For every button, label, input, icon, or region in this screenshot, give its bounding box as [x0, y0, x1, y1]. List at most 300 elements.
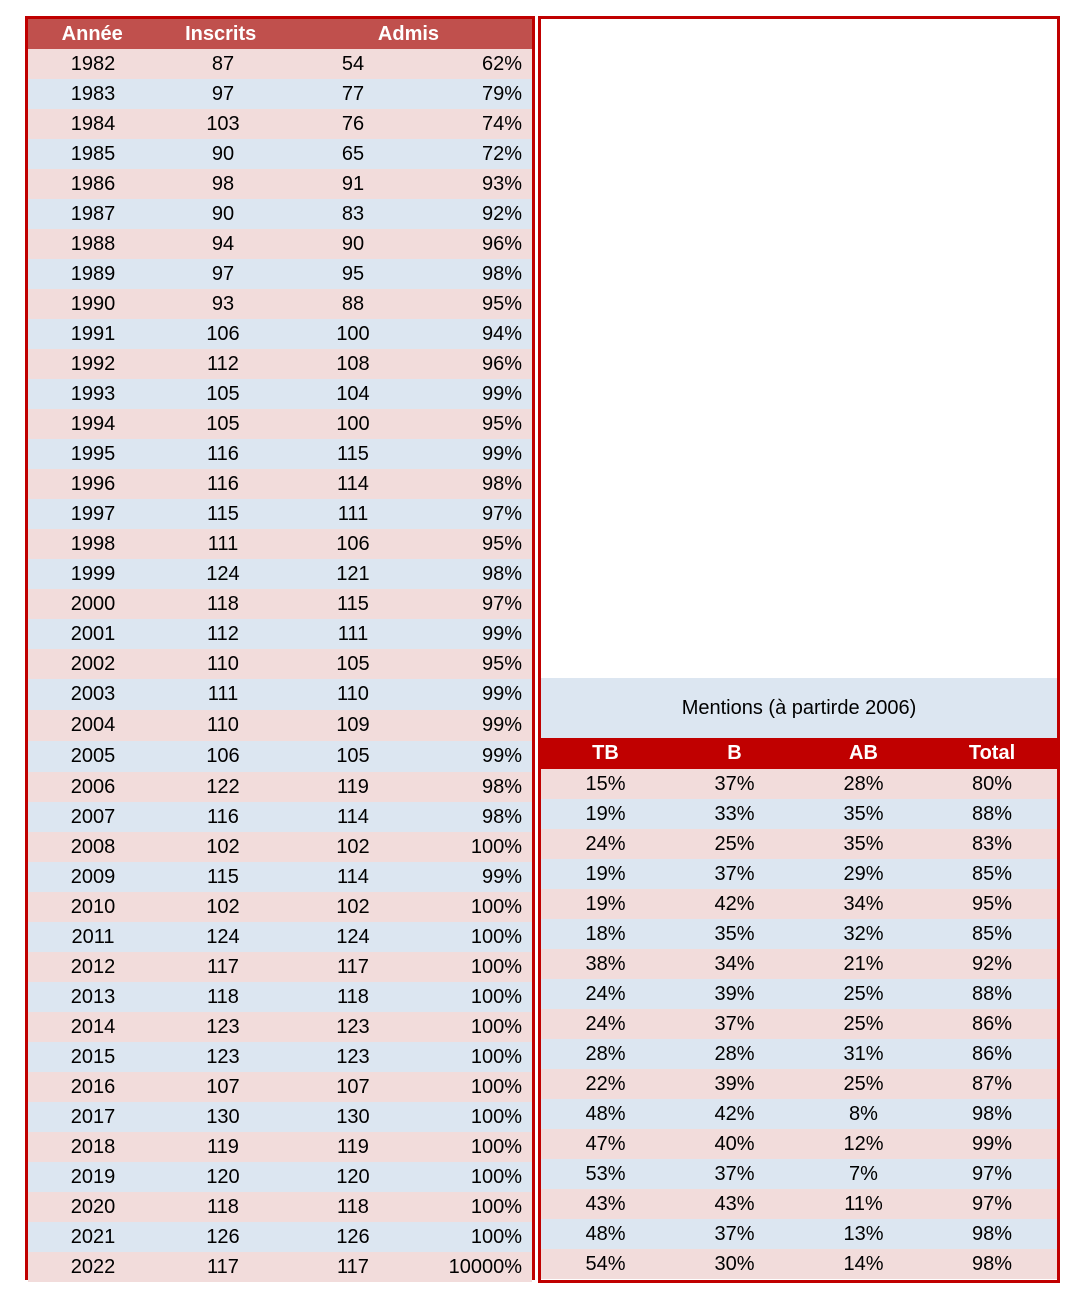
- cell-tb: 24%: [585, 1012, 626, 1035]
- cell-taux: 74%: [481, 112, 522, 135]
- cell-admis: 109: [336, 714, 370, 736]
- cell-taux: 99%: [481, 714, 522, 736]
- cell-inscrits: 123: [206, 1045, 240, 1068]
- cell-ab: 21%: [843, 952, 884, 975]
- table-row: [28, 892, 532, 922]
- admissions-table: [25, 16, 535, 1280]
- table-row: [28, 1102, 532, 1132]
- cell-annee: 1987: [70, 202, 116, 225]
- table-row: [28, 199, 532, 229]
- table-row: [28, 1222, 532, 1252]
- cell-taux: 98%: [481, 472, 522, 495]
- cell-tb: 24%: [585, 832, 626, 855]
- table-row: [28, 319, 532, 349]
- cell-tb: 48%: [585, 1222, 626, 1245]
- cell-annee: 2009: [70, 865, 116, 888]
- cell-ab: 31%: [843, 1042, 884, 1065]
- cell-inscrits: 118: [207, 985, 239, 1008]
- table-row: [28, 1162, 532, 1192]
- cell-annee: 1991: [70, 322, 116, 345]
- cell-admis: 105: [336, 745, 370, 767]
- cell-b: 40%: [714, 1132, 755, 1155]
- cell-taux: 100%: [470, 1105, 522, 1128]
- cell-admis: 118: [337, 985, 369, 1008]
- cell-annee: 1990: [70, 292, 116, 315]
- mentions-table: [538, 678, 1060, 1283]
- cell-admis: 111: [337, 502, 369, 525]
- cell-inscrits: 118: [207, 1195, 239, 1218]
- cell-taux: 99%: [481, 865, 522, 888]
- mentions-title: Mentions (à partirde 2006): [541, 678, 1057, 738]
- header-b: B: [727, 742, 742, 764]
- cell-tb: 15%: [585, 772, 626, 795]
- cell-tb: 47%: [585, 1132, 626, 1155]
- cell-annee: 2008: [70, 835, 116, 858]
- cell-total: 98%: [971, 1222, 1013, 1245]
- cell-tb: 54%: [585, 1252, 626, 1275]
- cell-total: 92%: [971, 952, 1013, 975]
- cell-tb: 19%: [585, 892, 626, 915]
- mentions-body: [541, 769, 1057, 1279]
- cell-annee: 2012: [70, 955, 116, 978]
- cell-tb: 43%: [585, 1192, 626, 1215]
- cell-b: 43%: [714, 1192, 755, 1215]
- cell-annee: 1982: [70, 52, 116, 75]
- table-row: [28, 49, 532, 79]
- cell-taux: 98%: [481, 262, 522, 285]
- cell-taux: 100%: [470, 1165, 522, 1188]
- cell-annee: 1999: [70, 562, 116, 585]
- cell-admis: 108: [336, 352, 370, 375]
- cell-inscrits: 126: [206, 1225, 240, 1248]
- cell-tb: 48%: [585, 1102, 626, 1125]
- cell-total: 99%: [971, 1132, 1013, 1155]
- cell-admis: 114: [337, 472, 369, 495]
- table-row: [28, 229, 532, 259]
- cell-taux: 79%: [481, 82, 522, 105]
- table-row: [28, 1072, 532, 1102]
- cell-admis: 114: [337, 805, 369, 828]
- cell-total: 86%: [971, 1042, 1013, 1065]
- table-row: [28, 1252, 532, 1282]
- cell-annee: 2017: [70, 1105, 116, 1128]
- cell-admis: 123: [336, 1015, 370, 1038]
- cell-inscrits: 105: [206, 412, 240, 435]
- cell-inscrits: 90: [211, 142, 235, 165]
- cell-annee: 2003: [70, 683, 116, 705]
- table-row: [28, 259, 532, 289]
- cell-taux: 97%: [481, 502, 522, 525]
- cell-taux: 95%: [481, 292, 522, 315]
- cell-inscrits: 97: [211, 262, 235, 285]
- cell-taux: 96%: [481, 352, 522, 375]
- cell-taux: 100%: [470, 955, 522, 978]
- cell-admis: 95: [341, 262, 365, 285]
- cell-b: 42%: [714, 892, 755, 915]
- cell-inscrits: 102: [206, 895, 240, 918]
- cell-ab: 25%: [843, 1012, 884, 1035]
- cell-inscrits: 106: [206, 322, 240, 345]
- table-row: [541, 1009, 1057, 1039]
- cell-total: 80%: [971, 772, 1013, 795]
- cell-taux: 93%: [481, 172, 522, 195]
- cell-annee: 2018: [70, 1135, 116, 1158]
- table-row: [541, 889, 1057, 919]
- cell-ab: 14%: [843, 1252, 884, 1275]
- cell-inscrits: 87: [211, 52, 235, 75]
- header-inscrits: Inscrits: [185, 22, 257, 45]
- cell-ab: 25%: [843, 1072, 884, 1095]
- blank-panel: [538, 16, 1060, 681]
- cell-total: 97%: [971, 1192, 1013, 1215]
- cell-inscrits: 124: [206, 925, 240, 948]
- cell-annee: 1985: [70, 142, 116, 165]
- cell-admis: 130: [336, 1105, 370, 1128]
- cell-b: 30%: [714, 1252, 755, 1275]
- cell-admis: 104: [336, 382, 370, 405]
- cell-taux: 100%: [470, 925, 522, 948]
- cell-inscrits: 102: [206, 835, 240, 858]
- cell-total: 95%: [971, 892, 1013, 915]
- cell-taux: 96%: [481, 232, 522, 255]
- cell-taux: 99%: [481, 622, 522, 645]
- header-annee: Année: [61, 22, 123, 45]
- table-row: [28, 289, 532, 319]
- table-row: [541, 1189, 1057, 1219]
- cell-annee: 1998: [70, 532, 116, 555]
- cell-inscrits: 122: [206, 775, 240, 798]
- cell-ab: 35%: [843, 832, 884, 855]
- cell-tb: 53%: [585, 1162, 626, 1185]
- cell-inscrits: 117: [207, 1255, 239, 1278]
- cell-admis: 107: [336, 1075, 370, 1098]
- cell-annee: 1997: [70, 502, 116, 525]
- table-row: [541, 1099, 1057, 1129]
- cell-total: 87%: [971, 1072, 1013, 1095]
- table-row: [541, 1069, 1057, 1099]
- cell-admis: 115: [337, 592, 369, 615]
- cell-admis: 54: [341, 52, 365, 75]
- cell-inscrits: 116: [207, 442, 239, 465]
- cell-taux: 100%: [470, 1015, 522, 1038]
- cell-total: 88%: [971, 802, 1013, 825]
- table-row: [28, 409, 532, 439]
- table-row: [541, 859, 1057, 889]
- cell-taux: 98%: [481, 562, 522, 585]
- cell-inscrits: 116: [207, 805, 239, 828]
- cell-taux: 100%: [470, 895, 522, 918]
- cell-ab: 29%: [843, 862, 884, 885]
- table-row: [541, 829, 1057, 859]
- cell-ab: 11%: [844, 1192, 883, 1215]
- cell-ab: 34%: [843, 892, 884, 915]
- cell-admis: 118: [337, 1195, 369, 1218]
- cell-inscrits: 120: [206, 1165, 240, 1188]
- table-row: [541, 1249, 1057, 1279]
- cell-taux: 98%: [481, 805, 522, 828]
- cell-admis: 106: [336, 532, 370, 555]
- cell-annee: 1995: [70, 442, 116, 465]
- cell-taux: 100%: [470, 1195, 522, 1218]
- cell-admis: 65: [341, 142, 365, 165]
- cell-admis: 88: [341, 292, 365, 315]
- cell-b: 37%: [714, 1012, 755, 1035]
- cell-ab: 13%: [843, 1222, 884, 1245]
- cell-inscrits: 110: [207, 714, 239, 736]
- cell-annee: 1983: [70, 82, 116, 105]
- cell-admis: 119: [337, 775, 369, 798]
- mentions-header-row: [541, 738, 1057, 769]
- cell-taux: 62%: [481, 52, 522, 75]
- cell-b: 33%: [714, 802, 755, 825]
- cell-inscrits: 106: [206, 745, 240, 767]
- cell-admis: 126: [336, 1225, 370, 1248]
- table-row: [541, 1129, 1057, 1159]
- table-row: [28, 862, 532, 892]
- header-tb: TB: [592, 742, 619, 764]
- table-row: [28, 79, 532, 109]
- cell-taux: 94%: [481, 322, 522, 345]
- cell-inscrits: 105: [206, 382, 240, 405]
- cell-admis: 123: [336, 1045, 370, 1068]
- cell-admis: 117: [337, 955, 369, 978]
- cell-admis: 91: [341, 172, 365, 195]
- cell-taux: 10000%: [448, 1255, 522, 1278]
- cell-b: 39%: [714, 1072, 755, 1095]
- cell-inscrits: 90: [211, 202, 235, 225]
- table-row: [541, 979, 1057, 1009]
- cell-inscrits: 124: [206, 562, 240, 585]
- cell-admis: 77: [341, 82, 365, 105]
- cell-total: 85%: [971, 922, 1013, 945]
- cell-total: 86%: [971, 1012, 1013, 1035]
- cell-annee: 2007: [70, 805, 116, 828]
- cell-taux: 99%: [481, 683, 522, 705]
- cell-admis: 121: [336, 562, 370, 585]
- cell-total: 85%: [971, 862, 1013, 885]
- cell-annee: 2011: [71, 925, 115, 948]
- cell-ab: 7%: [849, 1162, 878, 1185]
- cell-annee: 2015: [70, 1045, 116, 1068]
- table-row: [28, 169, 532, 199]
- cell-total: 97%: [971, 1162, 1013, 1185]
- cell-taux: 95%: [481, 532, 522, 555]
- cell-inscrits: 117: [207, 955, 239, 978]
- cell-inscrits: 111: [207, 532, 239, 555]
- table-row: [541, 769, 1057, 799]
- cell-taux: 99%: [481, 745, 522, 767]
- table-row: [28, 649, 532, 679]
- table-row: [541, 1039, 1057, 1069]
- table-row: [28, 741, 532, 772]
- cell-annee: 2016: [70, 1075, 116, 1098]
- cell-inscrits: 112: [207, 352, 239, 375]
- cell-taux: 72%: [481, 142, 522, 165]
- cell-admis: 102: [336, 895, 370, 918]
- cell-annee: 1988: [70, 232, 116, 255]
- cell-tb: 22%: [585, 1072, 626, 1095]
- header-ab: AB: [849, 742, 878, 764]
- header-admis: Admis: [377, 22, 440, 45]
- cell-annee: 1996: [70, 472, 116, 495]
- cell-tb: 28%: [585, 1042, 626, 1065]
- table-row: [28, 529, 532, 559]
- table-row: [28, 832, 532, 862]
- cell-admis: 115: [337, 442, 369, 465]
- cell-taux: 100%: [470, 1225, 522, 1248]
- cell-annee: 2004: [70, 714, 116, 736]
- cell-annee: 2020: [70, 1195, 116, 1218]
- cell-b: 28%: [714, 1042, 755, 1065]
- cell-taux: 95%: [481, 412, 522, 435]
- cell-total: 98%: [971, 1102, 1013, 1125]
- cell-tb: 38%: [585, 952, 626, 975]
- cell-annee: 2002: [70, 652, 116, 675]
- header-total: Total: [968, 742, 1016, 764]
- cell-tb: 19%: [585, 862, 626, 885]
- admissions-body: [28, 49, 532, 1282]
- cell-taux: 97%: [481, 592, 522, 615]
- cell-admis: 114: [337, 865, 369, 888]
- table-row: [28, 952, 532, 982]
- table-row: [28, 710, 532, 741]
- cell-admis: 117: [337, 1255, 369, 1278]
- cell-annee: 1993: [70, 382, 116, 405]
- cell-annee: 2022: [70, 1255, 116, 1278]
- cell-total: 98%: [971, 1252, 1013, 1275]
- table-row: [541, 949, 1057, 979]
- cell-annee: 1992: [70, 352, 116, 375]
- table-row: [28, 802, 532, 832]
- cell-inscrits: 103: [206, 112, 240, 135]
- cell-annee: 2010: [70, 895, 116, 918]
- cell-taux: 100%: [470, 835, 522, 858]
- table-row: [28, 439, 532, 469]
- cell-inscrits: 97: [211, 82, 235, 105]
- cell-ab: 35%: [843, 802, 884, 825]
- cell-total: 83%: [971, 832, 1013, 855]
- cell-admis: 90: [341, 232, 365, 255]
- cell-taux: 100%: [470, 1075, 522, 1098]
- cell-inscrits: 119: [207, 1135, 239, 1158]
- cell-b: 35%: [714, 922, 755, 945]
- cell-annee: 1984: [70, 112, 116, 135]
- table-row: [28, 469, 532, 499]
- cell-ab: 8%: [849, 1102, 878, 1125]
- cell-admis: 100: [336, 412, 370, 435]
- cell-ab: 32%: [843, 922, 884, 945]
- cell-inscrits: 94: [211, 232, 235, 255]
- cell-ab: 28%: [843, 772, 884, 795]
- table-row: [541, 919, 1057, 949]
- cell-b: 37%: [714, 772, 755, 795]
- cell-admis: 124: [336, 925, 370, 948]
- table-row: [28, 499, 532, 529]
- table-row: [28, 589, 532, 619]
- cell-ab: 12%: [843, 1132, 884, 1155]
- cell-taux: 100%: [470, 1045, 522, 1068]
- cell-annee: 2001: [70, 622, 116, 645]
- cell-annee: 1986: [70, 172, 116, 195]
- cell-annee: 2019: [70, 1165, 116, 1188]
- table-row: [28, 1132, 532, 1162]
- table-row: [541, 799, 1057, 829]
- cell-admis: 120: [336, 1165, 370, 1188]
- table-row: [28, 922, 532, 952]
- cell-admis: 100: [336, 322, 370, 345]
- cell-b: 25%: [714, 832, 755, 855]
- cell-b: 37%: [714, 862, 755, 885]
- cell-admis: 83: [341, 202, 365, 225]
- cell-annee: 2013: [70, 985, 116, 1008]
- cell-admis: 76: [341, 112, 365, 135]
- cell-ab: 25%: [843, 982, 884, 1005]
- cell-taux: 99%: [481, 442, 522, 465]
- cell-annee: 2021: [70, 1225, 116, 1248]
- table-row: [28, 772, 532, 802]
- cell-b: 37%: [714, 1222, 755, 1245]
- cell-annee: 2005: [70, 745, 116, 767]
- cell-taux: 99%: [481, 382, 522, 405]
- cell-taux: 95%: [481, 652, 522, 675]
- cell-annee: 2000: [70, 592, 116, 615]
- table-row: [28, 379, 532, 409]
- table-row: [28, 982, 532, 1012]
- cell-inscrits: 118: [207, 592, 239, 615]
- table-row: [28, 1042, 532, 1072]
- cell-b: 39%: [714, 982, 755, 1005]
- cell-b: 37%: [714, 1162, 755, 1185]
- admissions-header-row: [28, 19, 532, 49]
- table-row: [28, 109, 532, 139]
- cell-inscrits: 107: [206, 1075, 240, 1098]
- cell-admis: 110: [337, 683, 369, 705]
- table-row: [28, 679, 532, 710]
- cell-admis: 102: [336, 835, 370, 858]
- cell-b: 34%: [714, 952, 755, 975]
- cell-admis: 105: [336, 652, 370, 675]
- cell-inscrits: 111: [207, 683, 239, 705]
- cell-tb: 24%: [585, 982, 626, 1005]
- table-row: [28, 1192, 532, 1222]
- table-row: [28, 559, 532, 589]
- cell-tb: 19%: [585, 802, 626, 825]
- cell-admis: 111: [337, 622, 369, 645]
- cell-inscrits: 130: [206, 1105, 240, 1128]
- cell-annee: 1989: [70, 262, 116, 285]
- cell-inscrits: 98: [211, 172, 235, 195]
- cell-inscrits: 115: [207, 865, 239, 888]
- cell-annee: 2006: [70, 775, 116, 798]
- cell-admis: 119: [337, 1135, 369, 1158]
- cell-inscrits: 115: [207, 502, 239, 525]
- table-row: [541, 1219, 1057, 1249]
- cell-annee: 1994: [70, 412, 116, 435]
- cell-inscrits: 93: [211, 292, 235, 315]
- cell-taux: 100%: [470, 985, 522, 1008]
- cell-inscrits: 110: [207, 652, 239, 675]
- cell-taux: 98%: [481, 775, 522, 798]
- cell-b: 42%: [714, 1102, 755, 1125]
- table-row: [541, 1159, 1057, 1189]
- table-row: [28, 1012, 532, 1042]
- table-row: [28, 619, 532, 649]
- cell-inscrits: 116: [207, 472, 239, 495]
- table-row: [28, 139, 532, 169]
- cell-total: 88%: [971, 982, 1013, 1005]
- cell-taux: 100%: [470, 1135, 522, 1158]
- cell-tb: 18%: [585, 922, 626, 945]
